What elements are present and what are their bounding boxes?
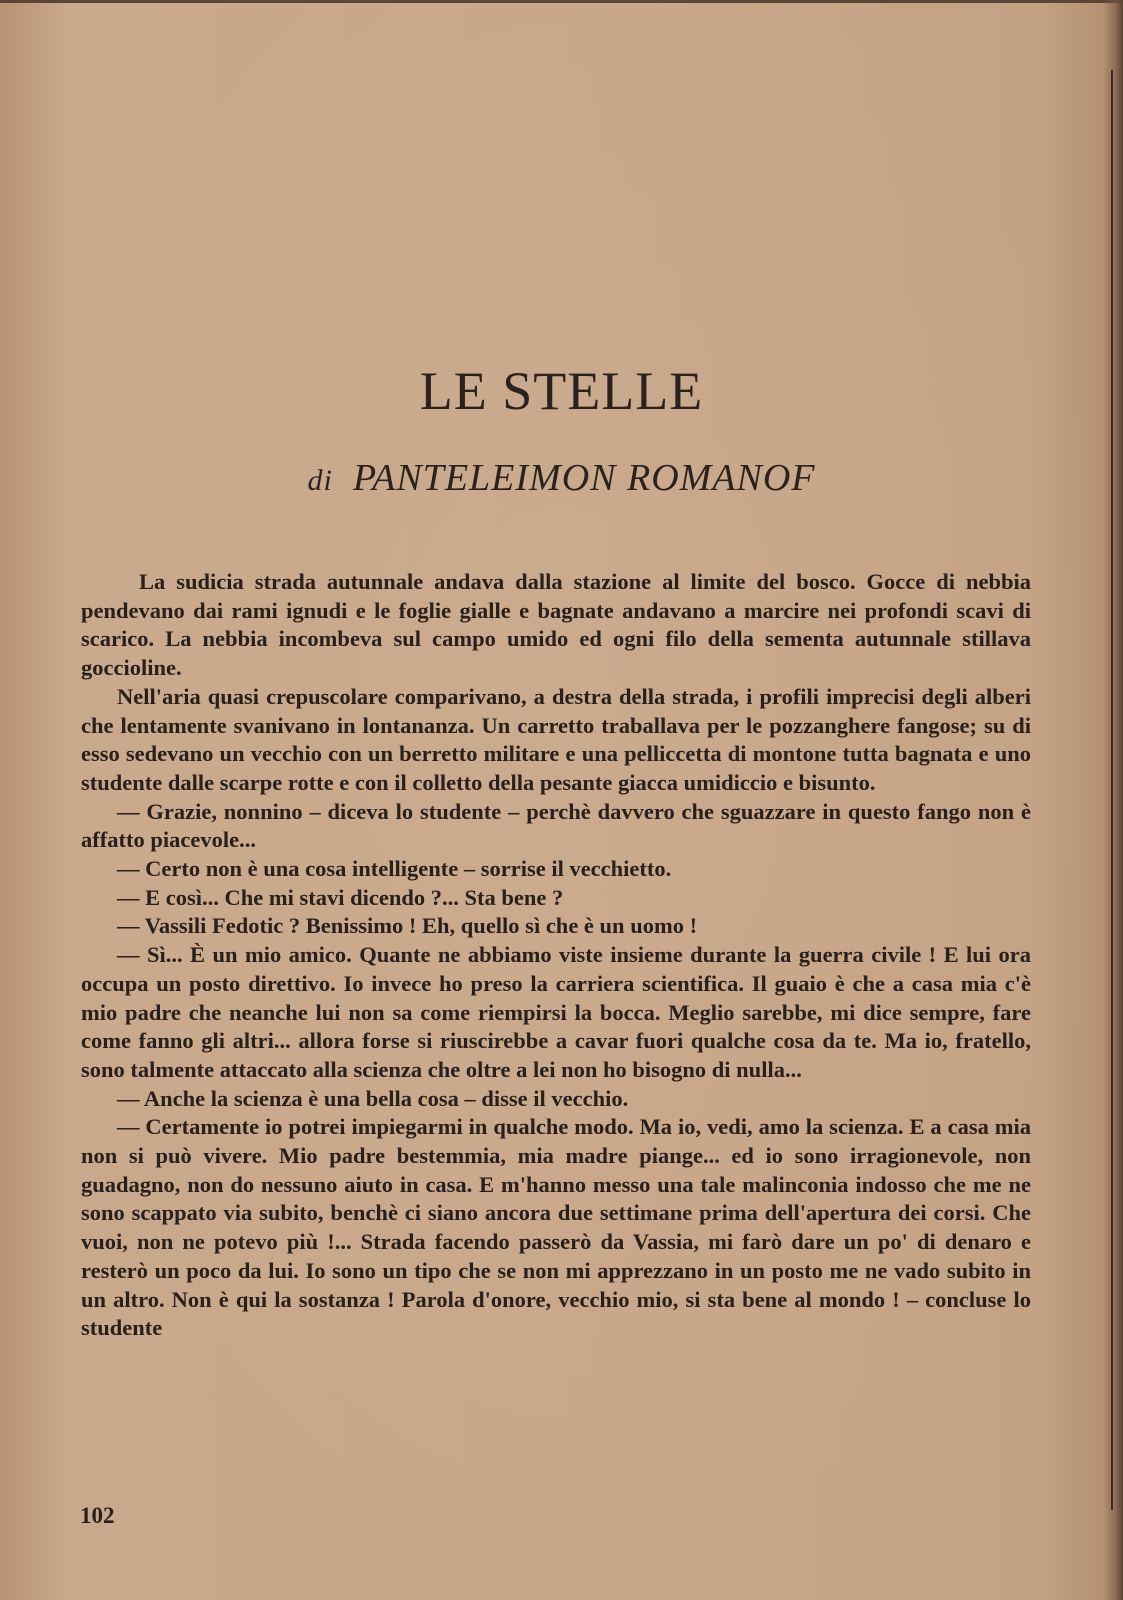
author-name: PANTELEIMON ROMANOF: [352, 457, 816, 499]
paragraph: La sudicia strada autunnale andava dalla stazione al limite del bosco. Gocce di nebbia pendevano dai rami ignudi e le foglie gialle e bagnate andavano a marcire nei profondi scavi di scarico. La nebbia incombeva sul campo umido ed ogni filo della sementa autunnale stillava goccioline.: [81, 569, 1031, 681]
paragraph: — E così... Che mi stavi dicendo ?... Sta bene ?: [117, 884, 564, 910]
paragraph: — Vassili Fedotic ? Benissimo ! Eh, quello sì che è un uomo !: [117, 913, 698, 939]
paragraph: — Grazie, nonnino – diceva lo studente – perchè davvero che sguazzare in questo fango non è affatto piacevole...: [81, 798, 1031, 853]
paragraph: — Certo non è una cosa intelligente – sorrise il vecchietto.: [117, 856, 672, 882]
paragraph: — Sì... È un mio amico. Quante ne abbiamo viste insieme durante la guerra civile ! E lui ora occupa un posto direttivo. Io invece ho preso la carriera scientifica. Il guaio è che a casa mia c'è mio padre che neanche lui non sa come riempirsi la bocca. Meglio sarebbe, mi dice sempre, fare come fanno gli altri... allora forse si riuscirebbe a cavar fuori qualche cosa da te. Ma io, fratello, sono talmente attaccato alla scienza che oltre a lei non ho bisogno di nulla...: [81, 942, 1031, 1082]
page-number: 102: [80, 1503, 115, 1528]
page-top-edge: [0, 0, 1123, 3]
story-body: [81, 568, 1031, 1343]
story-title: LE STELLE: [419, 361, 704, 421]
paragraph: Nell'aria quasi crepuscolare comparivano, a destra della strada, i profili imprecisi degli alberi che lentamente svanivano in lontananza. Un carretto traballava per le pozzanghere fangose; su di esso sedevano un vecchio con un berretto militare e una pelliccetta di montone tutta bagnata e uno studente dalle scarpe rotte e con il colletto della pesante giacca umidiccio e bisunto.: [81, 683, 1031, 795]
paragraph: — Certamente io potrei impiegarmi in qualche modo. Ma io, vedi, amo la scienza. E a casa mia non si può vivere. Mio padre bestemmia, mia madre piange... ed io sono irragionevole, non guadagno, non do nessuno aiuto in casa. E m'hanno messo una tale malinconia indosso che me ne sono scappato via subito, benchè ci siano ancora due settimane prima dell'apertura dei corsi. Che vuoi, non ne potevo più !... Strada facendo passerò da Vassia, mi farò dare un po' di denaro e resterò un poco da lui. Io sono un tipo che se non mi apprezzano in un posto me ne vado subito in un altro. Non è qui la sostanza ! Parola d'onore, vecchio mio, si sta bene al mondo ! – concluse lo studente: [81, 1114, 1031, 1341]
book-spine-edge: [1103, 0, 1123, 1600]
story-author: [0, 456, 1123, 500]
author-prefix: di: [307, 464, 333, 497]
paragraph: — Anche la scienza è una bella cosa – disse il vecchio.: [117, 1085, 629, 1111]
